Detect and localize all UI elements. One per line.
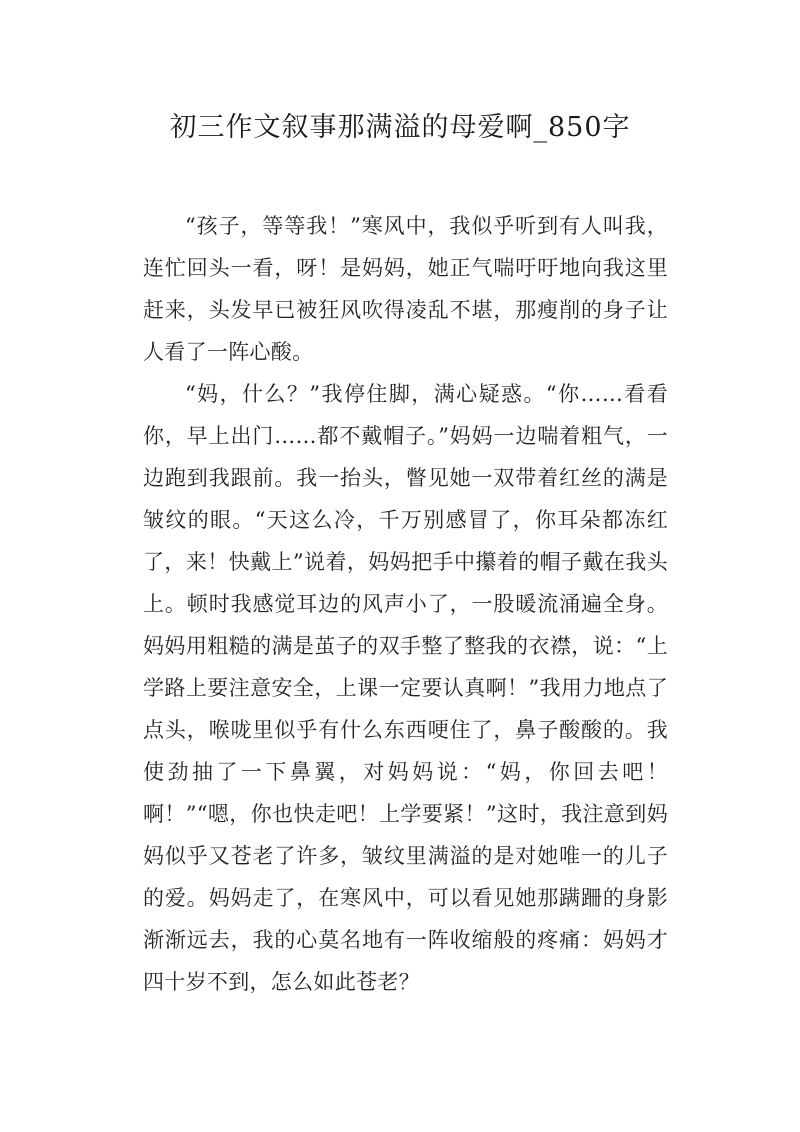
paragraph-2: “妈，什么？”我停住脚，满心疑惑。“你……看看你，早上出门……都不戴帽子。”妈妈一边喘着粗气，一边跑到我跟前。我一抬头，瞥见她一双带着红丝的满是皱纹的眼。“天这么冷，千万别感冒了，你耳朵都冻红了，来！快戴上”说着，妈妈把手中攥着的帽子戴在我头上。顿时我感觉耳边的风声小了，一股暖流涌遍全身。妈妈用粗糙的满是茧子的双手整了整我的衣襟，说：“上学路上要注意安全，上课一定要认真啊！”我用力地点了点头，喉咙里似乎有什么东西哽住了，鼻子酸酸的。我使劲抽了一下鼻翼，对妈妈说：“妈，你回去吧！啊！”“嗯，你也快走吧！上学要紧！”这时，我注意到妈妈似乎又苍老了许多，皱纹里满溢的是对她唯一的儿子的爱。妈妈走了，在寒风中，可以看见她那蹒跚的身影渐渐远去，我的心莫名地有一阵收缩般的疼痛：妈妈才四十岁不到，怎么如此苍老？ <box>143 382 668 994</box>
document-title: 初三作文叙事那满溢的母爱啊_850字 <box>169 112 631 143</box>
document-body <box>143 205 668 1003</box>
paragraph-1: “孩子，等等我！”寒风中，我似乎听到有人叫我，连忙回头一看，呀！是妈妈，她正气喘吁吁地向我这里赶来，头发早已被狂风吹得凌乱不堪，那瘦削的身子让人看了一阵心酸。 <box>143 214 668 364</box>
